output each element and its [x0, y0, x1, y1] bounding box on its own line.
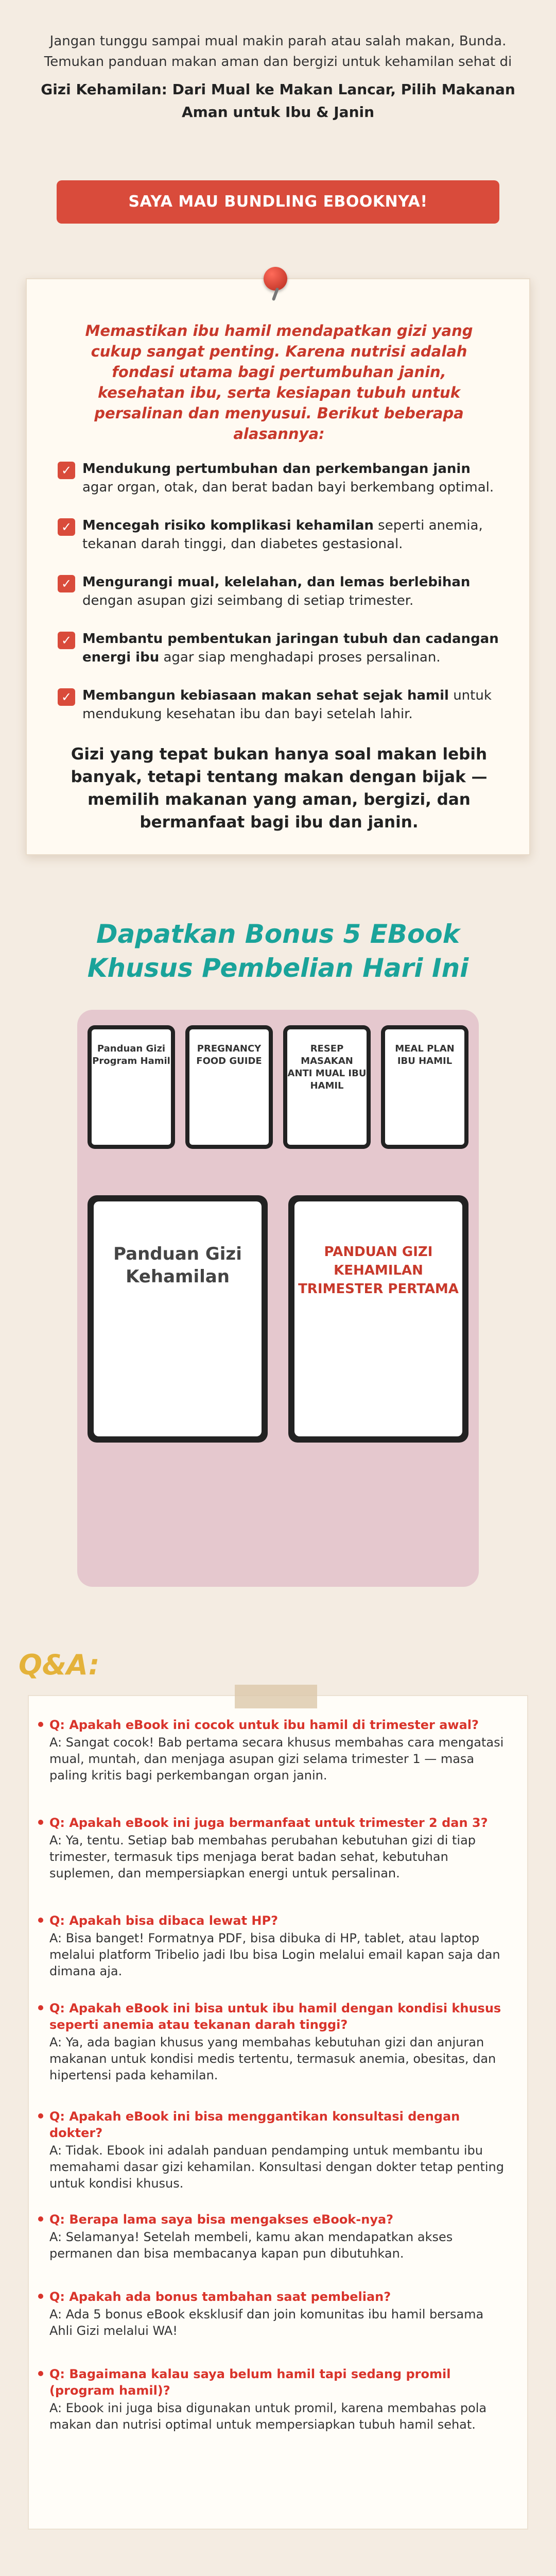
- bullet-icon: [38, 2371, 43, 2376]
- benefit-bold: Mengurangi mual, kelelahan, dan lemas berlebihan: [82, 574, 471, 590]
- qa-item: [49, 2000, 508, 2083]
- ebook-title: Gizi Kehamilan: Dari Mual ke Makan Lancar, Pilih Makanan Aman untuk Ibu & Janin: [41, 81, 515, 121]
- qa-title: Q&A:: [19, 1649, 100, 1681]
- checkmark-icon: ✓: [58, 575, 75, 592]
- bonus-title-line-1: Dapatkan Bonus 5 EBook: [96, 919, 460, 949]
- ebook-cover-title: RESEP MASAKAN ANTI MUAL IBU HAMIL: [287, 1029, 367, 1145]
- qa-answer: A: Ya, ada bagian khusus yang membahas kebutuhan gizi dan anjuran makanan untuk kondisi medis tertentu, termasuk anemia, obesitas, dan hipertensi pada kehamilan.: [49, 2035, 496, 2082]
- checkmark-icon: ✓: [58, 462, 75, 479]
- bullet-icon: [38, 2216, 43, 2222]
- ebook-cover-title: Panduan Gizi Kehamilan: [94, 1201, 262, 1436]
- qa-question: Q: Apakah eBook ini bisa menggantikan konsultasi dengan dokter?: [49, 2109, 460, 2140]
- bullet-icon: [38, 2294, 43, 2299]
- intro-line-2: Temukan panduan makan aman dan bergizi untuk kehamilan sehat di: [44, 54, 512, 70]
- benefit-rest: untuk mendukung kesehatan ibu dan bayi setelah lahir.: [82, 688, 492, 722]
- qa-question: Q: Apakah eBook ini juga bermanfaat untuk trimester 2 dan 3?: [49, 1816, 488, 1830]
- bullet-icon: [38, 1918, 43, 1923]
- qa-item: [49, 2211, 508, 2262]
- benefit-item: [58, 460, 500, 497]
- qa-answer: A: Ada 5 bonus eBook eksklusif dan join komunitas ibu hamil bersama Ahli Gizi melalui WA!: [49, 2307, 484, 2338]
- qa-item: [49, 2289, 508, 2339]
- qa-question: Q: Apakah bisa dibaca lewat HP?: [49, 1913, 278, 1928]
- qa-question: Q: Apakah eBook ini cocok untuk ibu hamil di trimester awal?: [49, 1718, 479, 1732]
- qa-item: [49, 1912, 508, 1979]
- tape-decoration: [235, 1685, 317, 1708]
- bullet-icon: [38, 2113, 43, 2119]
- qa-item: [49, 2366, 508, 2433]
- ebook-cover: [185, 1025, 273, 1149]
- benefit-bold: Membantu pembentukan jaringan tubuh dan cadangan energi ibu: [82, 631, 499, 665]
- checkmark-icon: ✓: [58, 518, 75, 536]
- qa-answer: A: Tidak. Ebook ini adalah panduan pendamping untuk membantu ibu memahami dasar gizi kehamilan. Konsultasi dengan dokter tetap penting untuk kondisi khusus.: [49, 2143, 504, 2191]
- qa-answer: A: Selamanya! Setelah membeli, kamu akan mendapatkan akses permanen dan bisa membacanya kapan pun dibutuhkan.: [49, 2230, 453, 2261]
- buy-bundle-button[interactable]: SAYA MAU BUNDLING EBOOKNYA!: [57, 180, 499, 224]
- benefits-footer: Gizi yang tepat bukan hanya soal makan lebih banyak, tetapi tentang makan dengan bijak — memilih makanan yang aman, bergizi, dan bermanfaat bagi ibu dan janin.: [71, 745, 488, 832]
- ebook-cover: [88, 1025, 175, 1149]
- ebook-cover-large: [88, 1195, 268, 1443]
- benefit-item: [58, 573, 500, 610]
- benefit-item: [58, 516, 500, 553]
- bonus-ebook-covers: [77, 1010, 479, 1587]
- benefit-rest: agar organ, otak, dan berat badan bayi berkembang optimal.: [82, 480, 494, 495]
- benefits-card: [26, 278, 530, 855]
- bonus-title-line-2: Khusus Pembelian Hari Ini: [87, 953, 469, 983]
- checkmark-icon: ✓: [58, 632, 75, 649]
- ebook-cover-title: PANDUAN GIZI KEHAMILAN TRIMESTER PERTAMA: [294, 1201, 462, 1436]
- benefit-bold: Mendukung pertumbuhan dan perkembangan janin: [82, 461, 471, 477]
- benefit-item: [58, 686, 500, 723]
- ebook-cover-title: MEAL PLAN IBU HAMIL: [385, 1029, 464, 1145]
- ebook-cover: [381, 1025, 468, 1149]
- ebook-cover-title: PREGNANCY FOOD GUIDE: [189, 1029, 269, 1145]
- qa-answer: A: Ebook ini juga bisa digunakan untuk promil, karena membahas pola makan dan nutrisi optimal untuk mempersiapkan tubuh hamil sehat.: [49, 2401, 487, 2432]
- qa-question: Q: Apakah ada bonus tambahan saat pembelian?: [49, 2290, 391, 2304]
- benefit-item: [58, 630, 500, 667]
- benefit-bold: Membangun kebiasaan makan sehat sejak hamil: [82, 688, 449, 703]
- qa-question: Q: Bagaimana kalau saya belum hamil tapi sedang promil (program hamil)?: [49, 2367, 451, 2398]
- benefit-rest: dengan asupan gizi seimbang di setiap trimester.: [82, 593, 414, 608]
- pushpin-icon: [264, 267, 287, 291]
- ebook-cover: [283, 1025, 371, 1149]
- qa-item: [49, 2108, 508, 2192]
- ebook-cover-large: [288, 1195, 468, 1443]
- qa-item: [49, 1815, 508, 1882]
- benefit-bold: Mencegah risiko komplikasi kehamilan: [82, 518, 374, 533]
- benefit-rest: agar siap menghadapi proses persalinan.: [159, 650, 441, 665]
- bullet-icon: [38, 2005, 43, 2010]
- bullet-icon: [38, 1820, 43, 1825]
- benefits-heading: Memastikan ibu hamil mendapatkan gizi yang cukup sangat penting. Karena nutrisi adalah fondasi utama bagi pertumbuhan janin, kesehatan ibu, serta kesiapan tubuh untuk persalinan dan menyusui. Berikut beberapa alasannya:: [85, 322, 473, 443]
- qa-question: Q: Apakah eBook ini bisa untuk ibu hamil dengan kondisi khusus seperti anemia atau tekanan darah tinggi?: [49, 2001, 501, 2032]
- qa-item: [49, 1717, 508, 1784]
- bullet-icon: [38, 1722, 43, 1727]
- intro-section: [21, 31, 535, 124]
- qa-card: [28, 1695, 528, 2530]
- benefit-rest: seperti anemia, tekanan darah tinggi, dan diabetes gestasional.: [82, 518, 483, 552]
- qa-answer: A: Ya, tentu. Setiap bab membahas perubahan kebutuhan gizi di tiap trimester, termasuk tips menjaga berat badan sehat, kebutuhan suplemen, dan mempersiapkan energi untuk persalinan.: [49, 1833, 476, 1880]
- ebook-cover-title: Panduan Gizi Program Hamil: [92, 1029, 171, 1145]
- intro-line-1: Jangan tunggu sampai mual makin parah atau salah makan, Bunda.: [49, 33, 507, 49]
- qa-answer: A: Bisa banget! Formatnya PDF, bisa dibuka di HP, tablet, atau laptop melalui platform Tribelio jadi Ibu bisa Login melalui email kapan saja dan dimana aja.: [49, 1931, 500, 1978]
- qa-answer: A: Sangat cocok! Bab pertama secara khusus membahas cara mengatasi mual, muntah, dan menjaga asupan gizi selama trimester 1 — masa paling kritis bagi perkembangan organ janin.: [49, 1735, 504, 1783]
- bonus-title: [0, 917, 556, 985]
- qa-question: Q: Berapa lama saya bisa mengakses eBook-nya?: [49, 2212, 394, 2227]
- checkmark-icon: ✓: [58, 688, 75, 706]
